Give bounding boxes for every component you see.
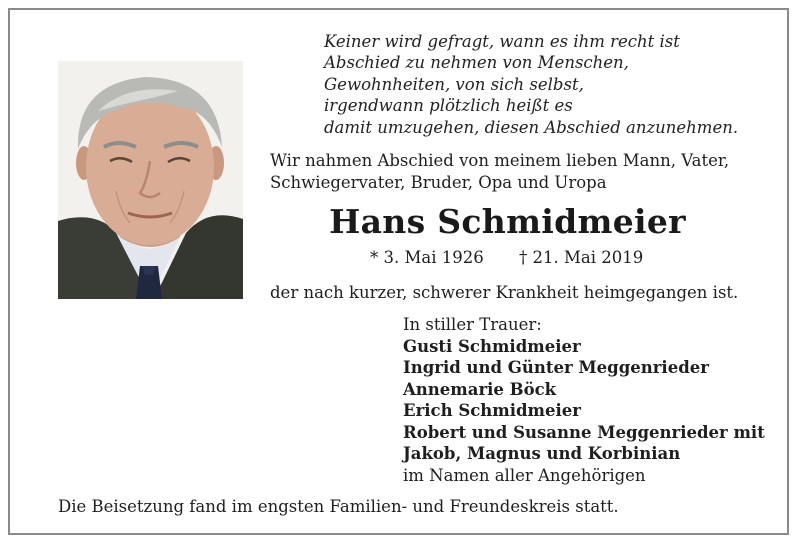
portrait-photo bbox=[58, 61, 243, 299]
mourner-name: Ingrid und Günter Meggenrieder bbox=[403, 358, 709, 377]
poem-line: Keiner wird gefragt, wann es ihm recht ist bbox=[324, 32, 680, 51]
intro-line: Wir nahmen Abschied von meinem lieben Mann, Vater, bbox=[270, 151, 730, 170]
poem-line: Abschied zu nehmen von Menschen, bbox=[324, 53, 629, 73]
mourner-name: Annemarie Böck bbox=[403, 379, 557, 399]
death-date: † 21. Mai 2019 bbox=[519, 248, 644, 267]
poem-line: Gewohnheiten, von sich selbst, bbox=[324, 74, 584, 94]
burial-notice: Die Beisetzung fand im engsten Familien- und Freundeskreis statt. bbox=[58, 497, 619, 516]
mourners-heading: In stiller Trauer: bbox=[403, 315, 542, 334]
poem-line: irgendwann plötzlich heißt es bbox=[324, 96, 573, 116]
mourners-block bbox=[403, 314, 765, 486]
portrait-illustration bbox=[58, 61, 243, 299]
mourners-closing: im Namen aller Angehörigen bbox=[403, 465, 646, 485]
passing-text: der nach kurzer, schwerer Krankheit heimgegangen ist. bbox=[270, 283, 739, 302]
poem bbox=[324, 31, 738, 138]
intro-text bbox=[270, 150, 729, 194]
mourner-name: Gusti Schmidmeier bbox=[403, 336, 581, 356]
mourner-name: Robert und Susanne Meggenrieder mit bbox=[403, 422, 765, 442]
poem-line: damit umzugehen, diesen Abschied anzunehmen. bbox=[324, 117, 739, 137]
deceased-name: Hans Schmidmeier bbox=[329, 202, 686, 241]
mourner-name: Jakob, Magnus und Korbinian bbox=[403, 444, 681, 463]
mourner-name: Erich Schmidmeier bbox=[403, 401, 581, 420]
intro-line: Schwiegervater, Bruder, Opa und Uropa bbox=[270, 173, 607, 192]
birth-date: * 3. Mai 1926 bbox=[370, 248, 484, 267]
